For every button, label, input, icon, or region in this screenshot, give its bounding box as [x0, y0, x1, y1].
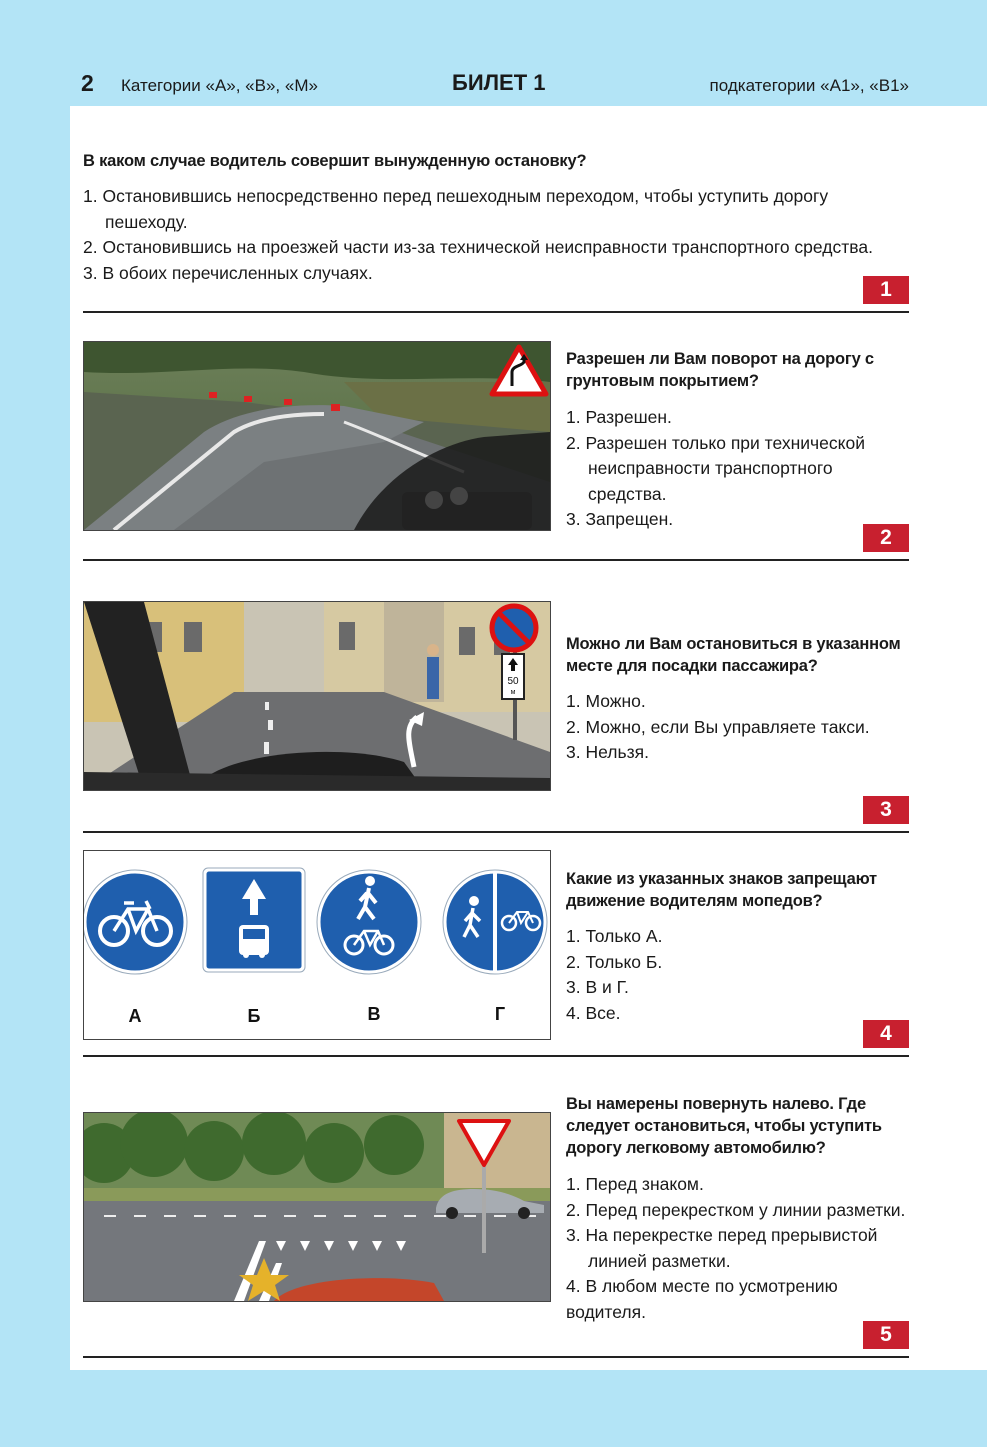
bus-lane-sign-icon	[203, 868, 305, 972]
question-5-answers	[566, 1172, 911, 1325]
answer-option[interactable]: 4. В любом месте по усмотрению водителя.	[566, 1276, 838, 1322]
question-number-badge: 4	[863, 1020, 909, 1048]
question-4-answers	[566, 924, 901, 1026]
question-1-text: В каком случае водитель совершит вынужденную остановку?	[83, 152, 587, 170]
answer-option[interactable]: 1. Перед знаком.	[566, 1174, 704, 1194]
answer-option[interactable]: 3. В и Г.	[566, 977, 629, 997]
answer-option[interactable]: 1. Только А.	[566, 926, 663, 946]
answer-option[interactable]: 2. Можно, если Вы управляете такси.	[566, 716, 870, 737]
question-number-badge: 3	[863, 796, 909, 824]
answer-option[interactable]: 3. В обоих перечисленных случаях.	[83, 262, 373, 283]
categories-label: Категории «А», «В», «М»	[121, 76, 318, 95]
divider	[83, 1356, 909, 1358]
question-3-text: Можно ли Вам остановиться в указанном месте для посадки пассажира?	[566, 635, 901, 675]
answer-option[interactable]: 2. Перед перекрестком у линии разметки.	[566, 1199, 906, 1220]
page-number: 2	[81, 70, 94, 96]
sign-label-b: Б	[247, 1006, 261, 1026]
answer-option[interactable]: 3. Запрещен.	[566, 509, 674, 529]
divider	[83, 559, 909, 561]
sign-label-v: В	[367, 1004, 381, 1024]
bicycle-path-sign-icon	[84, 870, 187, 974]
question-number-badge: 2	[863, 524, 909, 552]
sign-plate-unit: м	[510, 689, 516, 696]
question-5-text: Вы намерены повернуть налево. Где следует остановиться, чтобы уступить дорогу легковому автомобилю?	[566, 1095, 882, 1157]
subcategories-label: подкатегории «А1», «В1»	[709, 76, 909, 95]
shared-path-split-sign-icon	[443, 870, 547, 974]
answer-option[interactable]: 4. Все.	[566, 1002, 621, 1023]
sign-label-a: А	[128, 1006, 142, 1026]
answer-option[interactable]: 3. Нельзя.	[566, 742, 649, 762]
question-3-answers	[566, 689, 901, 766]
question-4-text: Какие из указанных знаков запрещают движение водителям мопедов?	[566, 870, 877, 910]
question-2-answers	[566, 405, 901, 533]
sign-plate-distance: 50	[507, 676, 519, 687]
question-2-road-photo	[83, 341, 551, 531]
pedestrian-bicycle-sign-icon	[317, 870, 421, 974]
question-2-text: Разрешен ли Вам поворот на дорогу с грунтовым покрытием?	[566, 350, 874, 390]
divider	[83, 831, 909, 833]
answer-option[interactable]: 1. Можно.	[566, 691, 646, 711]
question-4-signs-image	[83, 850, 551, 1040]
question-number-badge: 1	[863, 276, 909, 304]
answer-option[interactable]: 1. Остановившись непосредственно перед пешеходным переходом, чтобы уступить дорогу пешеходу.	[83, 186, 829, 232]
answer-option[interactable]: 2. Остановившись на проезжей части из-за технической неисправности транспортного средства.	[83, 237, 873, 257]
divider	[83, 311, 909, 313]
question-1-answers	[83, 184, 909, 286]
answer-option[interactable]: 3. На перекрестке перед прерывистой линией разметки.	[566, 1225, 878, 1271]
answer-option[interactable]: 2. Только Б.	[566, 951, 663, 972]
question-number-badge: 5	[863, 1321, 909, 1349]
question-5-intersection-image	[83, 1112, 551, 1302]
page-header	[0, 0, 987, 106]
answer-option[interactable]: 2. Разрешен только при технической неисправности транспортного средства.	[566, 432, 865, 504]
ticket-title: БИЛЕТ 1	[452, 70, 546, 95]
sign-label-g: Г	[494, 1004, 506, 1024]
answer-option[interactable]: 1. Разрешен.	[566, 407, 672, 427]
divider	[83, 1055, 909, 1057]
question-3-street-photo	[83, 601, 551, 791]
